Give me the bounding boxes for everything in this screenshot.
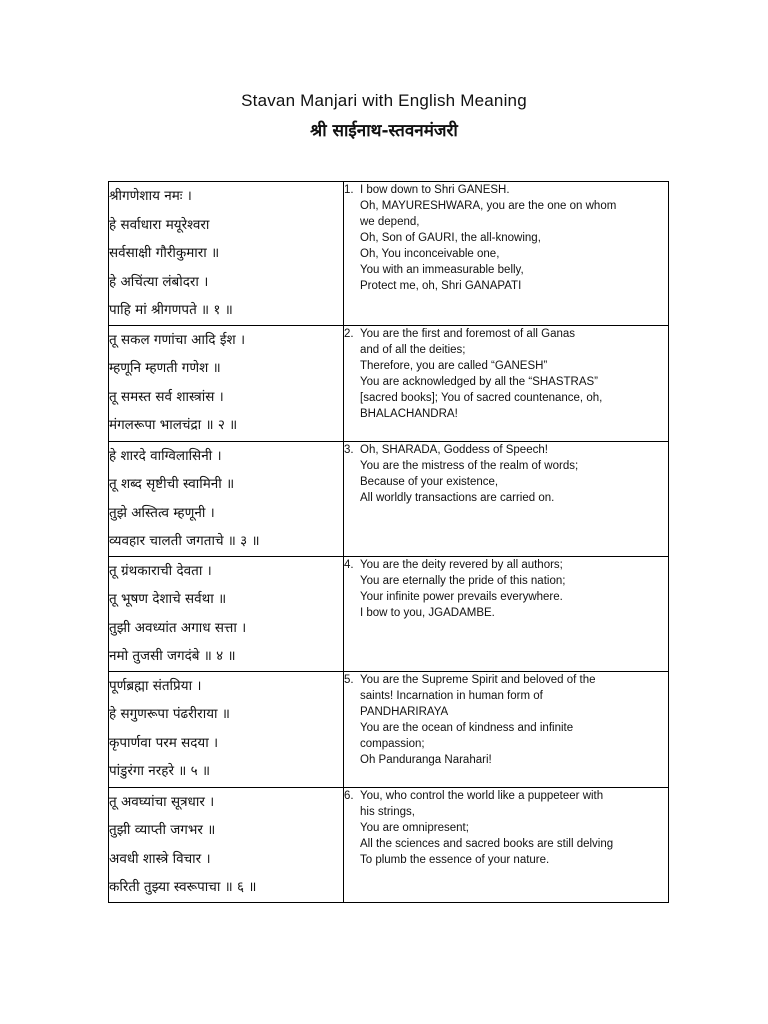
english-meaning-line: and of all the deities;: [360, 343, 466, 356]
marathi-verse-line: तुझे अस्तित्व म्हणूनी ।: [109, 504, 215, 521]
verse-number: 5.: [344, 673, 354, 686]
marathi-verse-line: तू ग्रंथकाराची देवता ।: [109, 562, 212, 579]
verse-table: [108, 181, 669, 903]
english-meaning-line: You are acknowledged by all the “SHASTRAS”: [360, 375, 599, 388]
english-meaning-cell: [344, 182, 669, 326]
english-meaning-line: You are the ocean of kindness and infinite: [360, 721, 574, 734]
english-meaning-cell: [344, 441, 669, 556]
english-meaning-line: Oh Panduranga Narahari!: [360, 753, 492, 766]
marathi-verse-line: अवधी शास्त्रे विचार ।: [109, 850, 211, 867]
verse-row: [109, 441, 669, 556]
marathi-verse-cell: [109, 182, 344, 326]
english-meaning-block: [344, 788, 668, 868]
marathi-verse-line: व्यवहार चालती जगताचे ॥ ३ ॥: [109, 533, 260, 549]
english-meaning-line: You, who control the world like a puppeteer with: [360, 789, 604, 802]
marathi-verse-line: हे अचिंत्या लंबोदरा ।: [109, 273, 209, 290]
verse-number: 1.: [344, 184, 354, 196]
english-meaning-line: saints! Incarnation in human form of: [360, 689, 543, 702]
verse-number: 2.: [344, 327, 354, 340]
verse-row: [109, 671, 669, 787]
english-meaning-line: I bow down to Shri GANESH.: [360, 184, 510, 196]
english-meaning-block: [344, 672, 668, 768]
verse-row: [109, 182, 669, 326]
english-meaning-line: You are the Supreme Spirit and beloved of the: [360, 673, 596, 686]
verse-row: [109, 325, 669, 441]
english-meaning-cell: [344, 671, 669, 787]
english-meaning-line: You are the mistress of the realm of words;: [360, 459, 579, 472]
english-meaning-line: Oh, You inconceivable one,: [360, 248, 500, 260]
marathi-verse-cell: [109, 556, 344, 671]
english-meaning-cell: [344, 325, 669, 441]
marathi-verse-line: तू भूषण देशाचे सर्वथा ॥: [109, 591, 227, 607]
english-meaning-line: I bow to you, JGADAMBE.: [360, 606, 495, 619]
english-meaning-line: compassion;: [360, 737, 425, 750]
marathi-verse-line: पूर्णब्रह्मा संतप्रिया ।: [109, 677, 202, 694]
marathi-verse-cell: [109, 787, 344, 902]
english-meaning-line: PANDHARIRAYA: [360, 705, 449, 718]
verse-number: 4.: [344, 558, 354, 571]
english-meaning-line: All the sciences and sacred books are still delving: [360, 837, 614, 850]
english-meaning-line: All worldly transactions are carried on.: [360, 491, 555, 504]
marathi-verse-cell: [109, 325, 344, 441]
verse-table-body: [109, 182, 669, 903]
marathi-verse-line: तुझी अवध्यांत अगाध सत्ता ।: [109, 619, 247, 636]
marathi-verse-line: तू शब्द सृष्टीची स्वामिनी ॥: [109, 476, 235, 492]
document-title: Stavan Manjari with English Meaning: [241, 91, 527, 110]
marathi-verse-line: तुझी व्याप्ती जगभर ॥: [109, 822, 216, 838]
english-meaning-line: To plumb the essence of your nature.: [360, 853, 550, 866]
english-meaning-line: [sacred books]; You of sacred countenance, oh,: [360, 391, 603, 404]
marathi-verse-line: सर्वसाक्षी गौरीकुमारा ॥: [109, 245, 220, 261]
marathi-verse-line: तू समस्त सर्व शास्त्रांस ।: [109, 388, 224, 405]
english-meaning-cell: [344, 787, 669, 902]
english-meaning-line: we depend,: [360, 216, 420, 228]
marathi-verse-line: पाहि मां श्रीगणपते ॥ १ ॥: [109, 302, 233, 318]
marathi-verse-line: नमो तुजसी जगदंबे ॥ ४ ॥: [109, 648, 236, 664]
english-meaning-line: Oh, Son of GAURI, the all-knowing,: [360, 232, 541, 244]
english-meaning-cell: [344, 556, 669, 671]
verse-row: [109, 556, 669, 671]
english-meaning-line: Your infinite power prevails everywhere.: [360, 590, 563, 603]
marathi-verse-line: श्रीगणेशाय नमः ।: [109, 188, 192, 204]
english-meaning-line: You are omnipresent;: [360, 821, 469, 834]
english-meaning-block: [344, 557, 668, 621]
marathi-verse-line: हे सगुणरूपा पंढरीराया ॥: [109, 706, 230, 722]
english-meaning-line: Therefore, you are called “GANESH”: [360, 359, 548, 372]
marathi-verse-line: मंगलरूपा भालचंद्रा ॥ २ ॥: [109, 417, 238, 433]
verse-row: [109, 787, 669, 902]
verse-number: 6.: [344, 789, 354, 802]
english-meaning-block: [344, 326, 668, 422]
document-subtitle: श्री साईनाथ-स्तवनमंजरी: [310, 121, 458, 141]
english-meaning-line: You are the deity revered by all authors;: [360, 558, 563, 571]
marathi-verse-line: पांडुरंगा नरहरे ॥ ५ ॥: [109, 763, 211, 779]
marathi-verse-cell: [109, 441, 344, 556]
marathi-verse-line: तू अवघ्यांचा सूत्रधार ।: [109, 793, 215, 810]
marathi-verse-line: कृपार्णवा परम सदया ।: [109, 734, 219, 751]
english-meaning-block: [344, 182, 668, 294]
marathi-verse-line: करिती तुझ्या स्वरूपाचा ॥ ६ ॥: [109, 879, 257, 895]
english-meaning-line: his strings,: [360, 805, 415, 818]
english-meaning-line: Oh, SHARADA, Goddess of Speech!: [360, 443, 548, 456]
marathi-verse-line: हे शारदे वाग्विलासिनी ।: [109, 447, 222, 464]
english-meaning-line: You are eternally the pride of this nation;: [360, 574, 566, 587]
verse-number: 3.: [344, 443, 354, 456]
english-meaning-line: You with an immeasurable belly,: [360, 264, 524, 276]
marathi-verse-line: म्हणूनि म्हणती गणेश ॥: [109, 360, 221, 376]
english-meaning-line: Oh, MAYURESHWARA, you are the one on whom: [360, 200, 617, 212]
marathi-verse-line: हे सर्वाधारा मयूरेश्वरा: [109, 216, 210, 233]
marathi-verse-cell: [109, 671, 344, 787]
marathi-verse-line: तू सकल गणांचा आदि ईश ।: [109, 331, 246, 348]
english-meaning-line: BHALACHANDRA!: [360, 407, 458, 420]
english-meaning-line: You are the first and foremost of all Ganas: [360, 327, 576, 340]
english-meaning-block: [344, 442, 668, 506]
english-meaning-line: Because of your existence,: [360, 475, 499, 488]
english-meaning-line: Protect me, oh, Shri GANAPATI: [360, 280, 522, 292]
